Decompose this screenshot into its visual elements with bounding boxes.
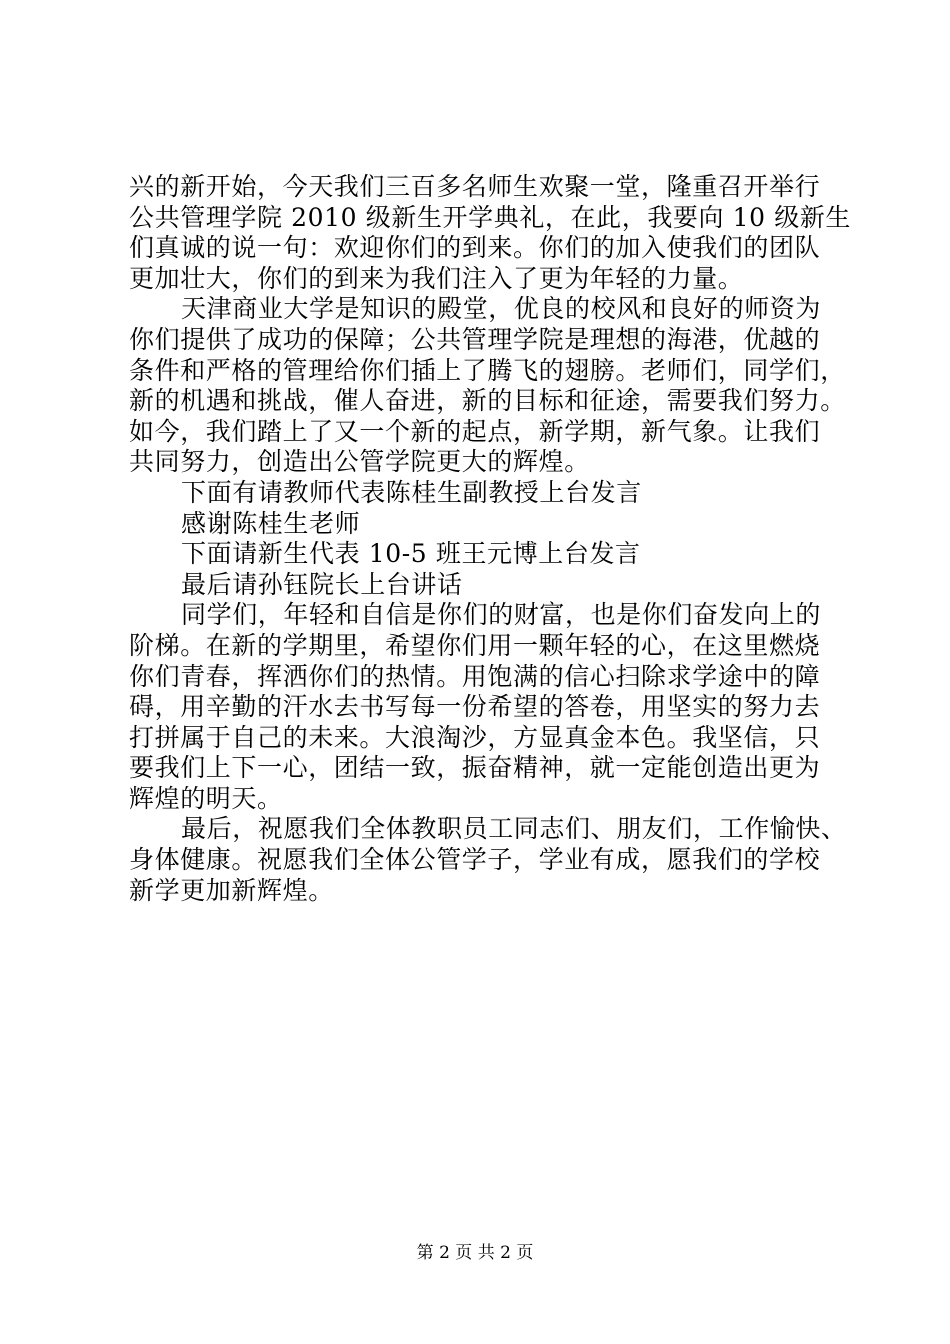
text-line: 最后请孙钰院长上台讲话 — [181, 569, 463, 599]
text-line: 打拼属于自己的未来。大浪淘沙，方显真金本色。我坚信，只 — [129, 722, 821, 752]
page-footer: 第 2 页 共 2 页 — [416, 1243, 534, 1263]
text-line: 公共管理学院 2010 级新生开学典礼，在此，我要向 10 级新生 — [129, 202, 852, 232]
text-line: 如今，我们踏上了又一个新的起点，新学期，新气象。让我们 — [129, 416, 821, 446]
text-line: 你们提供了成功的保障；公共管理学院是理想的海港，优越的 — [129, 324, 821, 354]
text-line: 新学更加新辉煌。 — [129, 875, 334, 905]
text-line: 碍，用辛勤的汗水去书写每一份希望的答卷，用坚实的努力去 — [129, 692, 821, 722]
text-line: 条件和严格的管理给你们插上了腾飞的翅膀。老师们，同学们， — [129, 355, 846, 385]
text-line: 更加壮大，你们的到来为我们注入了更为年轻的力量。 — [129, 263, 744, 293]
text-line: 新的机遇和挑战，催人奋进，新的目标和征途，需要我们努力。 — [129, 386, 846, 416]
text-line: 辉煌的明天。 — [129, 783, 283, 813]
text-line: 兴的新开始，今天我们三百多名师生欢聚一堂，隆重召开举行 — [129, 172, 821, 201]
text-line: 下面请新生代表 10-5 班王元博上台发言 — [181, 539, 641, 569]
text-line: 要我们上下一心，团结一致，振奋精神，就一定能创造出更为 — [129, 753, 821, 783]
text-line: 共同努力，创造出公管学院更大的辉煌。 — [129, 447, 590, 477]
text-line: 身体健康。祝愿我们全体公管学子，学业有成，愿我们的学校 — [129, 845, 821, 875]
text-line: 感谢陈桂生老师 — [181, 508, 361, 538]
text-line: 们真诚的说一句：欢迎你们的到来。你们的加入使我们的团队 — [129, 233, 821, 263]
text-line: 天津商业大学是知识的殿堂，优良的校风和良好的师资为 — [181, 294, 822, 324]
text-line: 阶梯。在新的学期里，希望你们用一颗年轻的心，在这里燃烧 — [129, 630, 821, 660]
text-line: 你们青春，挥洒你们的热情。用饱满的信心扫除求学途中的障 — [129, 661, 821, 691]
text-line: 最后，祝愿我们全体教职员工同志们、朋友们，工作愉快、 — [181, 814, 847, 844]
text-line: 同学们，年轻和自信是你们的财富，也是你们奋发向上的 — [181, 600, 822, 630]
text-line: 下面有请教师代表陈桂生副教授上台发言 — [181, 477, 642, 507]
document-body — [129, 172, 852, 906]
